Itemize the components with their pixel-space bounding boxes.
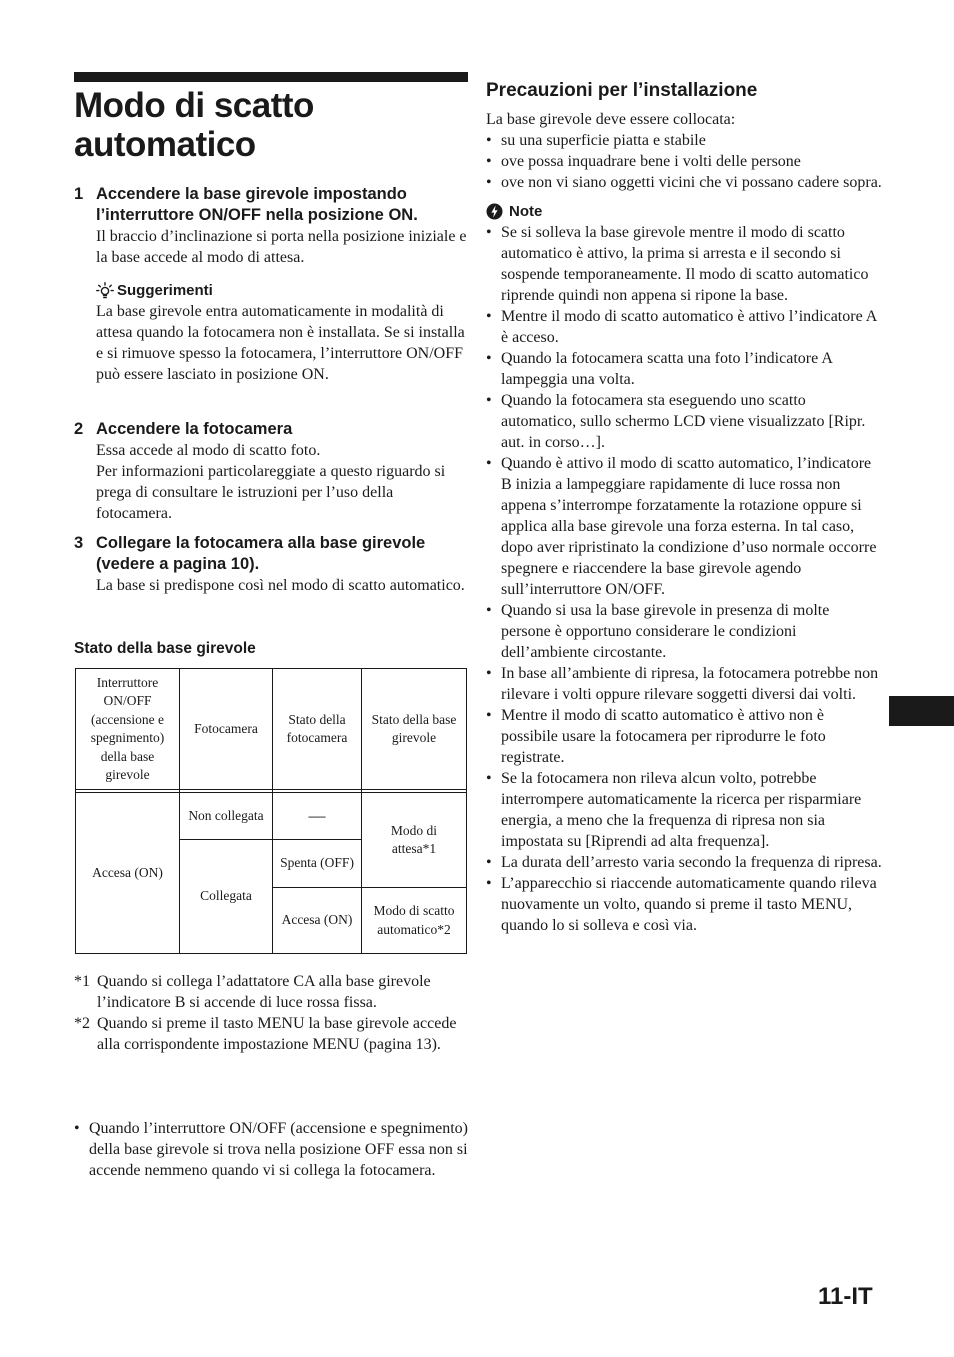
step-3-body [74,575,468,596]
step-2-text-1: Essa accede al modo di scatto foto. [96,442,321,459]
list-item: • Mentre il modo di scatto automatico è attivo l’indicatore A è acceso. [486,306,882,348]
switch-state-cell: Accesa (ON) [92,864,163,880]
step-1-number: 1 [74,185,84,203]
list-item: • ove non vi siano oggetti vicini che vi possano cadere sopra. [486,172,882,193]
step-2-heading [74,419,468,440]
step-3-text: La base si predispone così nel modo di scatto automatico. [96,577,465,594]
header-base-state: Stato della base girevole [371,711,457,745]
step-1-text: Il braccio d’inclinazione si porta nella posizione iniziale e la base accede al modo di attesa. [96,228,467,266]
camera-not-connected-cell: Non collegata [188,807,264,823]
header-switch: Interruttore ON/OFF (accensione e spegnimento) della base girevole [90,674,165,782]
precautions-intro: La base girevole deve essere collocata: [486,111,736,128]
step-3-number: 3 [74,534,84,552]
precautions-list [486,130,882,193]
camera-off-cell: Spenta (OFF) [280,855,354,871]
page-title: Modo di scatto automatico [74,86,314,164]
footnote-2-mark: *2 [74,1015,90,1032]
section-tab-marker [889,696,954,726]
step-2-text-2: Per informazioni particolareggiate a questo riguardo si prega di consultare le istruzioni per l’uso della fotocamera. [96,463,446,522]
step-3 [74,533,468,596]
footnote-2 [74,1013,468,1055]
footnote-1-text: Quando si collega l’adattatore CA alla base girevole l’indicatore B si accende di luce rossa fissa. [97,973,431,1011]
tips-heading-text: Suggerimenti [117,282,213,299]
list-item: • In base all’ambiente di ripresa, la fotocamera potrebbe non rilevare i volti oppure rilevare soggetti diversi dai volti. [486,663,882,705]
camera-on-cell: Accesa (ON) [281,912,353,928]
footnote-2-text: Quando si preme il tasto MENU la base girevole accede alla corrispondente impostazione MENU (pagina 13). [97,1015,457,1053]
notes-heading [486,201,882,222]
list-item: • Quando si usa la base girevole in presenza di molte persone è opportuno considerare le condizioni dell’ambiente circostante. [486,600,882,663]
lightbulb-icon [96,282,114,300]
list-item: • L’apparecchio si riaccende automaticamente quando rileva nuovamente un volto, quando si preme il tasto MENU, quando lo si solleva e così via. [486,873,882,936]
base-auto-cell: Modo di scatto automatico*2 [373,903,455,937]
header-camera: Fotocamera [194,720,258,736]
list-item: • Quando la fotocamera scatta una foto l’indicatore A lampeggia una volta. [486,348,882,390]
base-standby-cell: Modo di attesa*1 [390,822,438,856]
list-item: • Quando la fotocamera sta eseguendo uno scatto automatico, sullo schermo LCD viene visualizzato [Ripr. aut. in corso…]. [486,390,882,453]
camera-connected-cell: Collegata [200,888,252,904]
left-bullet-list [74,1118,468,1181]
list-item: • Quando l’interruttore ON/OFF (accensione e spegnimento) della base girevole si trova nella posizione OFF essa non si accende nemmeno quando vi si collega la fotocamera. [74,1118,468,1181]
step-3-heading [74,533,468,575]
step-3-heading-text: Collegare la fotocamera alla base girevole (vedere a pagina 10). [96,534,426,573]
page-number: 11-IT [818,1283,873,1310]
notes-list [486,222,882,936]
list-item: • La durata dell’arresto varia secondo la frequenza di ripresa. [486,852,882,873]
step-1-heading-text: Accendere la base girevole impostando l’interruttore ON/OFF nella posizione ON. [96,185,418,224]
step-1-heading [74,184,468,226]
tips-heading [96,281,468,301]
notes-heading-text: Note [509,203,543,220]
list-item: • Quando è attivo il modo di scatto automatico, l’indicatore B inizia a lampeggiare rapidamente di luce rossa non appena s’interrompe forzatamente la rotazione oppure si applica alla base girevole una forza esterna. In tal caso, dopo aver ripristinato la condizione d’uso normale occorre spegnere e riaccendere la base girevole agendo sull’interruttore ON/OFF. [486,453,882,600]
step-1 [74,184,468,385]
step-2 [74,419,468,524]
step-2-body [74,440,468,524]
list-item: • ove possa inquadrare bene i volti delle persone [486,151,882,172]
title-rule [74,72,468,82]
table-title: Stato della base girevole [74,640,256,657]
step-1-body [74,226,468,385]
precautions-title: Precauzioni per l’installazione [486,80,758,101]
footnote-1-mark: *1 [74,973,90,990]
note-icon [486,203,503,220]
list-item: • Mentre il modo di scatto automatico è attivo non è possibile usare la fotocamera per riprodurre le foto registrate. [486,705,882,768]
list-item: • Se la fotocamera non rileva alcun volto, potrebbe interrompere automaticamente la ricerca per risparmiare energia, a meno che la frequenza di ripresa non sia impostata su [Riprendi ad alta frequenza]. [486,768,882,852]
step-2-heading-text: Accendere la fotocamera [96,420,293,438]
footnotes [74,971,468,1055]
step-2-number: 2 [74,420,84,438]
right-column [486,78,882,936]
list-item: • Se si solleva la base girevole mentre il modo di scatto automatico è attivo, la prima si arresta e il secondo si sospende temporaneamente. Il modo di scatto automatico riprende quindi non appena si ripone la base. [486,222,882,306]
dash-cell: — [308,805,326,825]
tips-text: La base girevole entra automaticamente in modalità di attesa quando la fotocamera non è installata. Se si installa e si rimuove spesso la fotocamera, l’interruttore ON/OFF può essere lasciato in posizione ON. [96,303,465,383]
state-table [75,668,467,954]
header-camera-state: Stato della fotocamera [286,711,348,745]
list-item: • su una superficie piatta e stabile [486,130,882,151]
footnote-1 [74,971,468,1013]
